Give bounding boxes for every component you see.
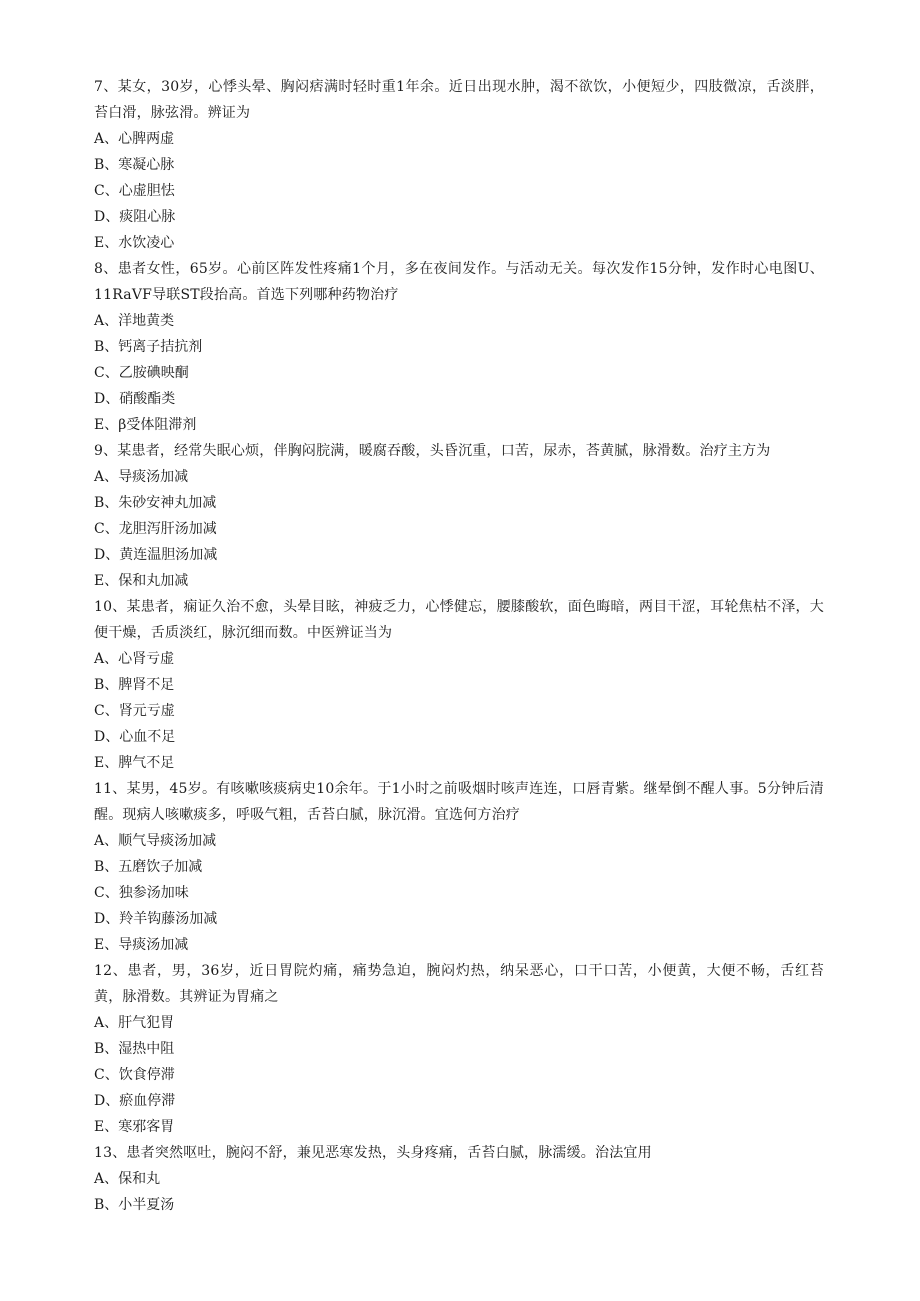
option-c: C、饮食停滞 xyxy=(94,1067,175,1083)
option-c: C、龙胆泻肝汤加减 xyxy=(94,521,217,537)
option-d: D、心血不足 xyxy=(94,729,176,745)
option-c: C、心虚胆怯 xyxy=(94,183,175,199)
option-b: B、湿热中阻 xyxy=(94,1041,175,1057)
option-a: A、导痰汤加减 xyxy=(94,469,189,485)
question-stem: 10、某患者，痫证久治不愈，头晕目眩，神疲乏力，心悸健忘，腰膝酸软，面色晦暗，两目干涩，耳轮焦枯不泽，大便干燥，舌质淡红，脉沉细而数。中医辨证当为 xyxy=(94,599,824,641)
question-stem: 8、患者女性，65岁。心前区阵发性疼痛1个月，多在夜间发作。与活动无关。每次发作15分钟，发作时心电图U、11RaVF导联ST段抬高。首选下列哪种药物治疗 xyxy=(94,261,824,303)
option-e: E、β受体阻滞剂 xyxy=(94,417,197,433)
document-page xyxy=(94,74,824,1218)
question-stem: 9、某患者，经常失眠心烦，伴胸闷脘满，暖腐吞酸，头昏沉重，口苦，尿赤，荅黄腻，脉滑数。治疗主方为 xyxy=(94,443,771,459)
option-e: E、保和丸加减 xyxy=(94,573,189,589)
question-8 xyxy=(94,256,824,438)
option-d: D、硝酸酯类 xyxy=(94,391,176,407)
question-stem: 13、患者突然呕吐，腕闷不舒，兼见恶寒发热，头身疼痛，舌苔白腻，脉濡缓。治法宜用 xyxy=(94,1145,652,1161)
option-e: E、水饮凌心 xyxy=(94,235,175,251)
option-b: B、小半夏汤 xyxy=(94,1197,175,1213)
option-d: D、瘀血停滞 xyxy=(94,1093,176,1109)
option-e: E、导痰汤加减 xyxy=(94,937,189,953)
question-12 xyxy=(94,958,824,1140)
option-c: C、独参汤加味 xyxy=(94,885,189,901)
question-stem: 12、患者，男，36岁，近日胃院灼痛，痛势急迫，腕闷灼热，纳呆恶心，口干口苦，小便黄，大便不畅，舌红苔黄，脉滑数。其辨证为胃痛之 xyxy=(94,963,824,1005)
question-stem: 7、某女，30岁，心悸头晕、胸闷痞满时轻时重1年余。近日出现水肿，渴不欲饮，小便短少，四肢微凉，舌淡胖，苔白滑，脉弦滑。辨证为 xyxy=(94,79,824,121)
question-11 xyxy=(94,776,824,958)
option-b: B、朱砂安神丸加减 xyxy=(94,495,217,511)
option-d: D、羚羊钩藤汤加减 xyxy=(94,911,218,927)
option-d: D、痰阻心脉 xyxy=(94,209,176,225)
question-7 xyxy=(94,74,824,256)
option-c: C、肾元亏虚 xyxy=(94,703,175,719)
option-a: A、心肾亏虚 xyxy=(94,651,175,667)
option-b: B、脾肾不足 xyxy=(94,677,175,693)
option-b: B、五磨饮子加减 xyxy=(94,859,203,875)
option-a: A、保和丸 xyxy=(94,1171,161,1187)
option-a: A、心脾两虚 xyxy=(94,131,175,147)
question-9 xyxy=(94,438,824,594)
option-d: D、黄连温胆汤加减 xyxy=(94,547,218,563)
question-stem: 11、某男，45岁。有咳嗽咳痰病史10余年。于1小时之前吸烟时咳声连连，口唇青紫。继晕倒不醒人事。5分钟后清醒。现病人咳嗽痰多，呼吸气粗，舌苔白腻，脉沉滑。宜选何方治疗 xyxy=(94,781,824,823)
option-a: A、肝气犯胃 xyxy=(94,1015,175,1031)
option-a: A、洋地黄类 xyxy=(94,313,175,329)
question-10 xyxy=(94,594,824,776)
option-b: B、寒凝心脉 xyxy=(94,157,175,173)
option-e: E、寒邪客胃 xyxy=(94,1119,175,1135)
option-e: E、脾气不足 xyxy=(94,755,175,771)
option-b: B、钙离子拮抗剂 xyxy=(94,339,203,355)
question-13 xyxy=(94,1140,824,1218)
option-a: A、顺气导痰汤加减 xyxy=(94,833,217,849)
option-c: C、乙胺碘映酮 xyxy=(94,365,189,381)
